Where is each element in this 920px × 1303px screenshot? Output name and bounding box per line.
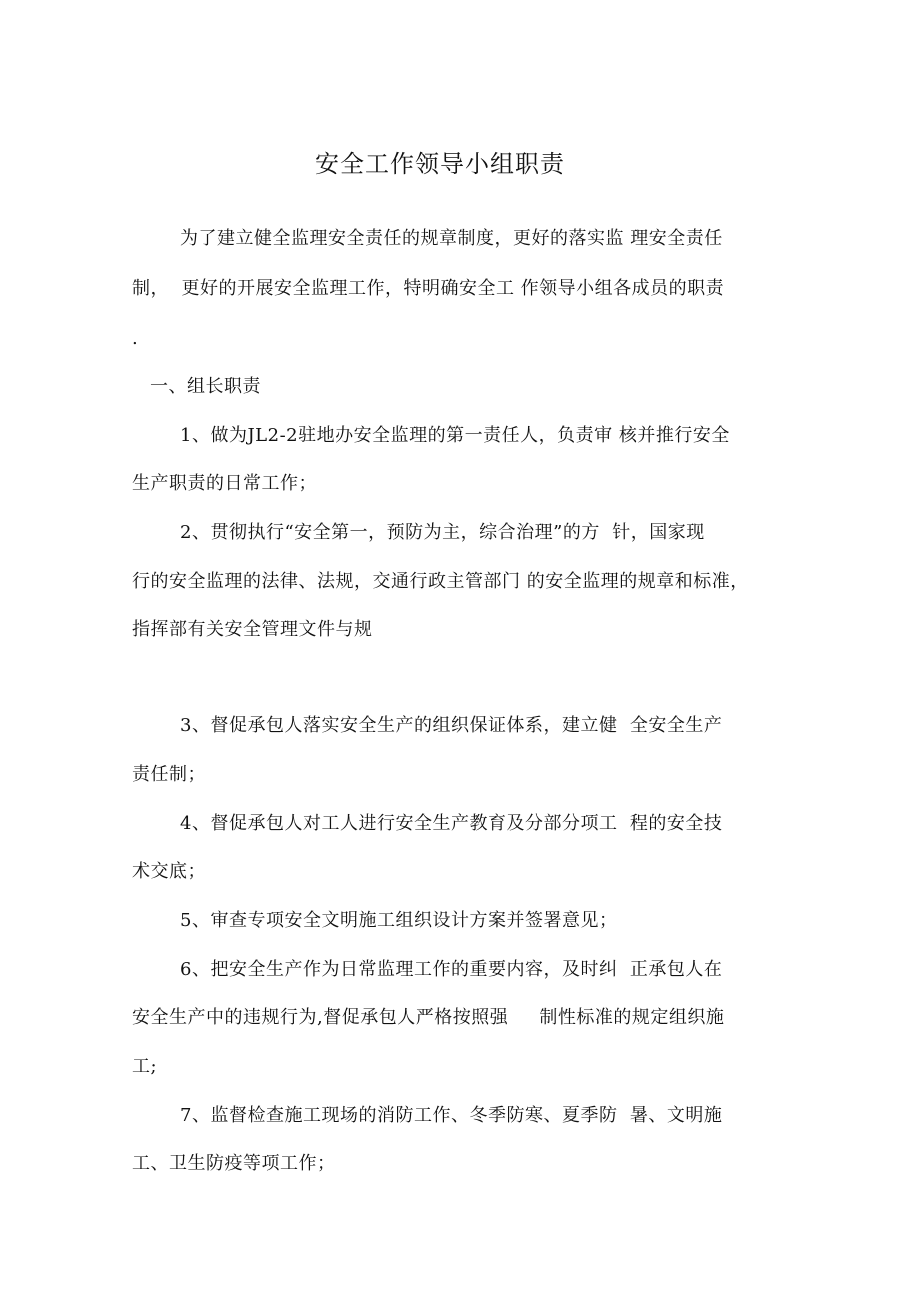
item-3-line-1: 3、督促承包人落实安全生产的组织保证体系，建立健 全安全生产 xyxy=(180,715,723,736)
item-7-line-1: 7、监督检查施工现场的消防工作、冬季防寒、夏季防 暑、文明施 xyxy=(180,1105,723,1126)
item-4-line-1: 4、督促承包人对工人进行安全生产教育及分部分项工 程的安全技 xyxy=(180,813,723,834)
item-6-line-1: 6、把安全生产作为日常监理工作的重要内容，及时纠 正承包人在 xyxy=(180,959,723,980)
item-2-line-1: 2、贯彻执行“安全第一，预防为主，综合治理”的方 针，国家现 xyxy=(180,522,705,543)
section-heading: 一、组长职责 xyxy=(150,376,261,397)
item-1-line-1: 1、做为JL2-2驻地办安全监理的第一责任人，负责审 核并推行安全 xyxy=(180,425,730,446)
item-5-line-1: 5、审查专项安全文明施工组织设计方案并签署意见； xyxy=(180,910,618,931)
item-4-line-2: 术交底； xyxy=(132,861,206,882)
item-6-line-3: 工; xyxy=(132,1056,158,1077)
item-2-line-2: 行的安全监理的法律、法规，交通行政主管部门 的安全监理的规章和标准， xyxy=(132,571,749,592)
intro-line-1: 为了建立健全监理安全责任的规章制度，更好的落实监 理安全责任 xyxy=(180,228,723,249)
document-title: 安全工作领导小组职责 xyxy=(315,150,565,178)
intro-line-2: 制， 更好的开展安全监理工作，特明确安全工 作领导小组各成员的职责 xyxy=(132,278,725,299)
item-7-line-2: 工、卫生防疫等项工作； xyxy=(132,1153,336,1174)
item-1-line-2: 生产职责的日常工作； xyxy=(132,473,317,494)
item-2-line-3: 指挥部有关安全管理文件与规 xyxy=(132,619,373,640)
item-6-line-2: 安全生产中的违规行为,督促承包人严格按照强 制性标准的规定组织施 xyxy=(132,1007,725,1028)
item-3-line-2: 责任制； xyxy=(132,764,206,785)
intro-line-3: . xyxy=(132,328,139,349)
